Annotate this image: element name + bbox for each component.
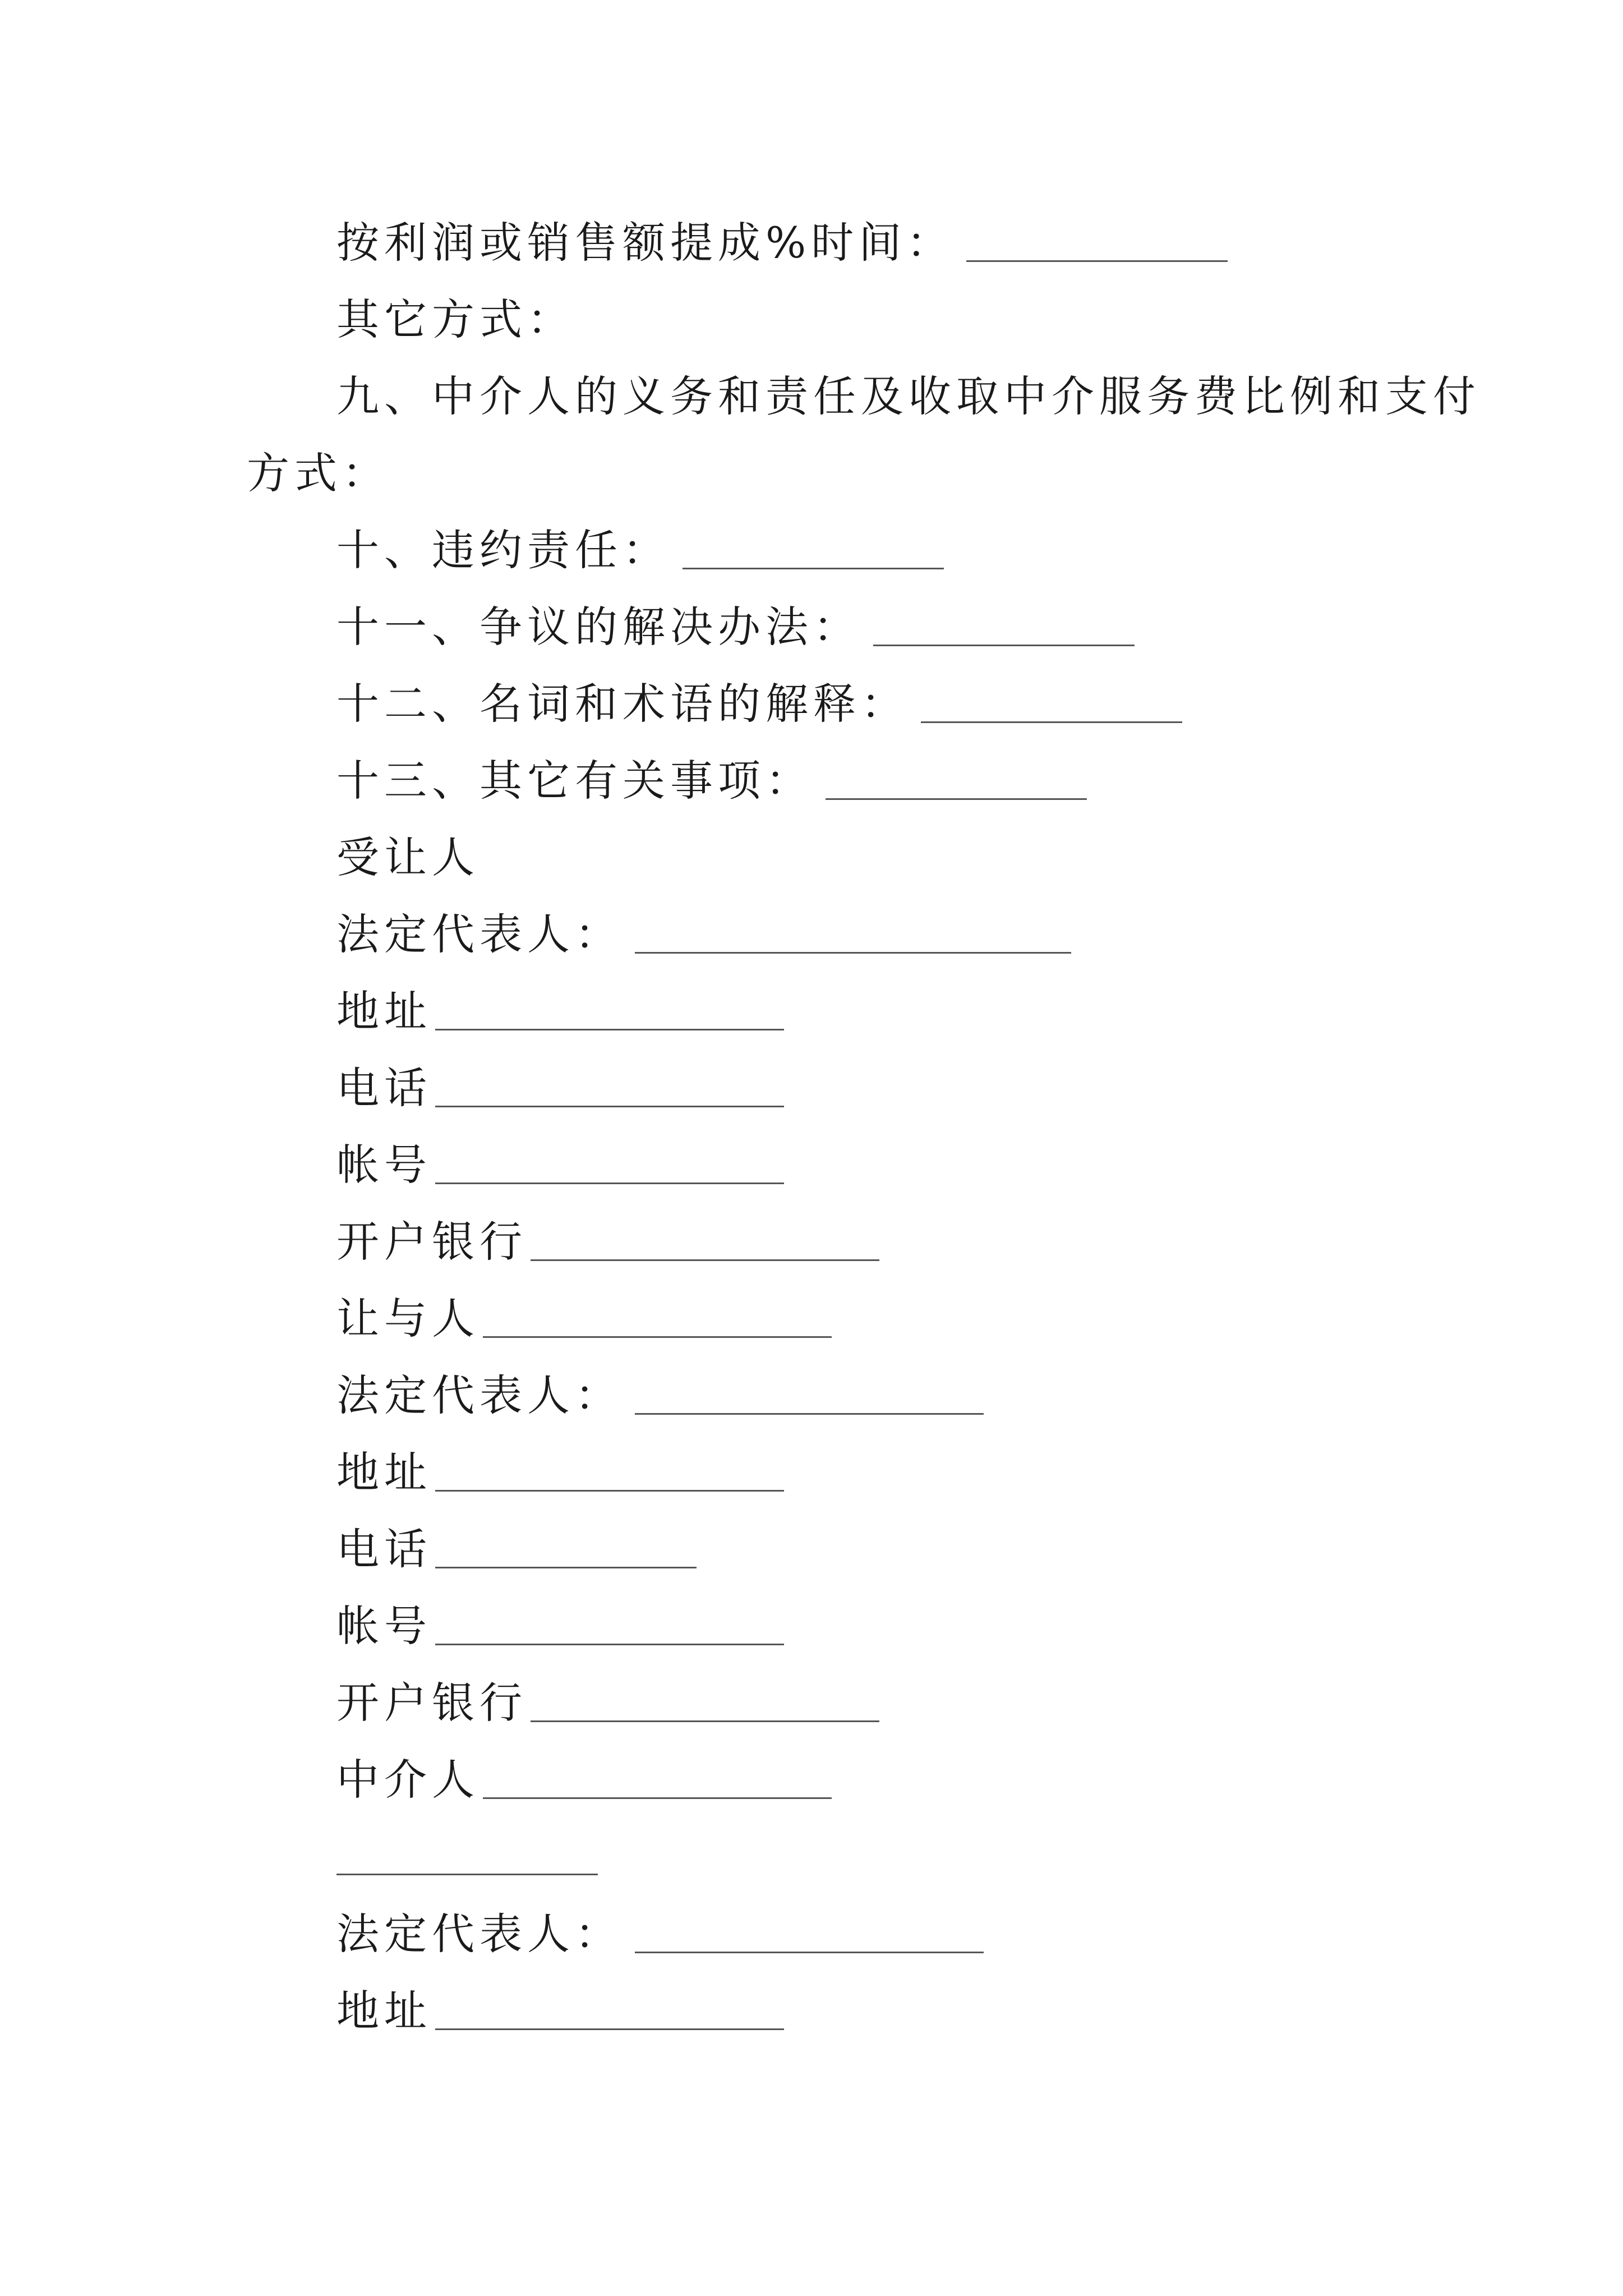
assignor-account-label: 帐号 xyxy=(336,1601,432,1651)
assignee-account-label: 帐号 xyxy=(336,1140,432,1190)
intermediary-line xyxy=(336,1749,832,1811)
clause-twelve-label: 十二、名词和术语的解释： xyxy=(336,679,909,729)
assignee-rep-line xyxy=(336,904,1071,965)
assignor-account-blank[interactable] xyxy=(435,1595,784,1645)
other-methods-line xyxy=(336,289,575,351)
assignee-bank-blank[interactable] xyxy=(531,1211,879,1261)
assignor-blank[interactable] xyxy=(483,1288,832,1338)
assignor-line xyxy=(336,1288,832,1350)
assignor-rep-label: 法定代表人： xyxy=(336,1370,623,1420)
clause-nine-line-1 xyxy=(336,366,1481,427)
assignee-heading: 受让人 xyxy=(336,832,479,882)
assignee-address-line xyxy=(336,981,784,1042)
commission-time-blank[interactable] xyxy=(966,212,1228,262)
commission-time-label: 按利润或销售额提成%时间： xyxy=(336,218,955,268)
intermediary-signature-blank[interactable] xyxy=(336,1874,598,1875)
clause-nine-line-2 xyxy=(247,443,390,504)
assignor-rep-blank[interactable] xyxy=(635,1365,984,1415)
assignee-heading-line xyxy=(336,827,479,889)
clause-eleven-blank[interactable] xyxy=(873,596,1135,646)
intermediary-address-blank[interactable] xyxy=(435,1980,784,2030)
assignor-address-blank[interactable] xyxy=(435,1442,784,1492)
assignee-address-blank[interactable] xyxy=(435,981,784,1030)
clause-nine-text-cont: 方式： xyxy=(247,448,390,498)
assignor-bank-label: 开户银行 xyxy=(336,1678,527,1728)
assignee-bank-line xyxy=(336,1211,879,1273)
clause-nine-text: 九、中介人的义务和责任及收取中介服务费比例和支付 xyxy=(336,371,1481,421)
assignor-bank-line xyxy=(336,1672,879,1734)
intermediary-rep-label: 法定代表人： xyxy=(336,1909,623,1959)
assignee-address-label: 地址 xyxy=(336,986,432,1036)
assignor-phone-label: 电话 xyxy=(336,1524,432,1574)
assignee-rep-label: 法定代表人： xyxy=(336,909,623,959)
assignee-account-blank[interactable] xyxy=(435,1134,784,1184)
assignee-phone-line xyxy=(336,1057,784,1119)
assignee-phone-blank[interactable] xyxy=(435,1057,784,1107)
clause-eleven-label: 十一、争议的解决办法： xyxy=(336,602,861,652)
assignee-account-line xyxy=(336,1134,784,1196)
commission-time-line xyxy=(336,212,1228,274)
clause-twelve-line xyxy=(336,673,1182,735)
intermediary-rep-line xyxy=(336,1903,984,1965)
assignee-bank-label: 开户银行 xyxy=(336,1217,527,1267)
intermediary-rep-blank[interactable] xyxy=(635,1903,984,1953)
assignor-bank-blank[interactable] xyxy=(531,1672,879,1722)
assignee-phone-label: 电话 xyxy=(336,1063,432,1113)
clause-thirteen-blank[interactable] xyxy=(826,750,1087,800)
assignor-label: 让与人 xyxy=(336,1294,479,1343)
clause-ten-blank[interactable] xyxy=(683,519,944,569)
clause-ten-label: 十、违约责任： xyxy=(336,525,670,575)
clause-twelve-blank[interactable] xyxy=(921,673,1182,723)
assignor-address-line xyxy=(336,1442,784,1503)
intermediary-blank[interactable] xyxy=(483,1749,832,1799)
clause-eleven-line xyxy=(336,596,1135,658)
assignor-rep-line xyxy=(336,1365,984,1427)
assignor-account-line xyxy=(336,1595,784,1657)
assignor-phone-blank[interactable] xyxy=(435,1519,697,1568)
assignee-rep-blank[interactable] xyxy=(635,904,1071,954)
assignor-phone-line xyxy=(336,1519,697,1580)
intermediary-label: 中介人 xyxy=(336,1755,479,1805)
clause-ten-line xyxy=(336,519,944,581)
clause-thirteen-label: 十三、其它有关事项： xyxy=(336,756,813,806)
clause-thirteen-line xyxy=(336,750,1087,812)
intermediary-address-line xyxy=(336,1980,784,2042)
assignor-address-label: 地址 xyxy=(336,1447,432,1497)
other-methods-label: 其它方式： xyxy=(336,295,575,344)
intermediary-address-label: 地址 xyxy=(336,1986,432,2036)
